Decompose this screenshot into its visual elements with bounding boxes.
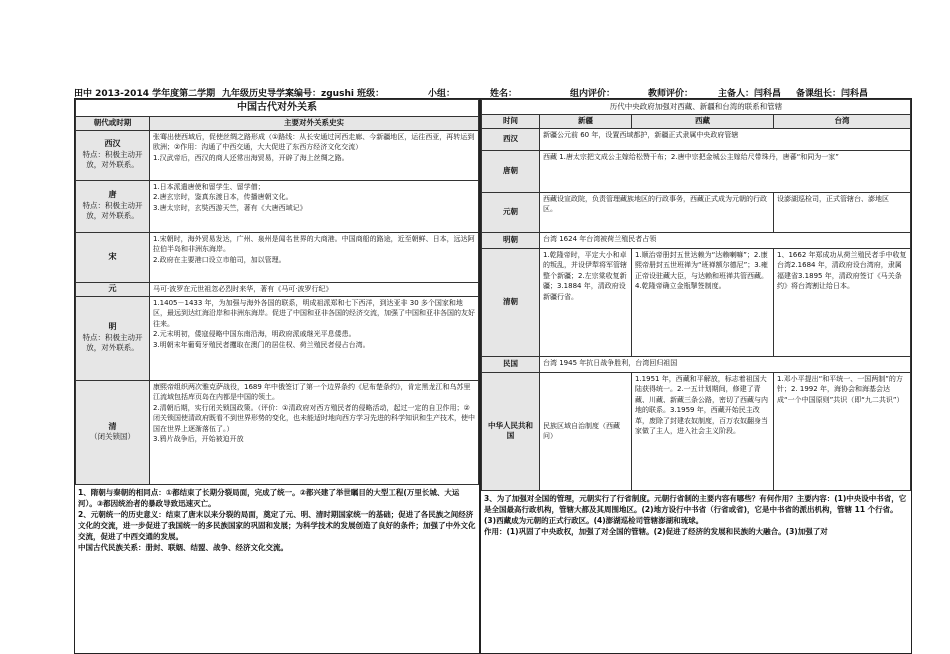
col-facts: 主要对外关系史实 <box>150 117 479 131</box>
facts-cell <box>150 282 479 296</box>
era-traits: 特点：积极主动开放，对外联系。 <box>82 149 143 170</box>
col-taiwan: 台湾 <box>774 115 911 129</box>
fact-line: 康熙帝组织两次雅克萨战役，1689 年中俄签订了第一个边界条约《尼布楚条约》，肯定黑龙江和乌苏里江流域包括库页岛在内都是中国的领土。 <box>153 382 471 401</box>
right-title: 历代中央政府加强对西藏、新疆和台湾的联系和管辖 <box>482 100 911 115</box>
xizang-cell: 西藏设宣政院，负责管理藏族地区的行政事务，西藏正式成为元朝的行政区。 <box>540 192 774 232</box>
era-cell <box>76 232 150 282</box>
fact-line: 3.唐太宗时，玄奘西游天竺，著有《大唐西域记》 <box>153 203 307 212</box>
col-period: 时间 <box>482 115 540 129</box>
period-cell: 元朝 <box>482 192 540 232</box>
fact-line: 2.唐玄宗时，鉴真东渡日本，传播唐朝文化。 <box>153 193 293 201</box>
era-traits: 特点：积极主动开放，对外联系。 <box>82 332 143 353</box>
fact-line: 1.日本派遣唐使和留学生、留学僧； <box>153 182 265 191</box>
era-cell <box>76 282 150 296</box>
note-item: 作用：(1)巩固了中央政权，加强了对全国的管辖。(2)促进了经济的发展和民族的大融合。(3)加强了对 <box>484 526 828 536</box>
fact-line: 张骞出使西域后，促使丝绸之路形成（①路线：从长安通过河西走廊、今新疆地区，运往西亚，再转运到欧洲；②作用：沟通了中西交通，大大促进了东西方经济文化交流） <box>153 132 475 151</box>
foreign-relations-table <box>75 99 479 485</box>
fact-line: 3.明朝末年葡萄牙殖民者攫取在澳门的居住权、荷兰殖民者侵占台湾。 <box>153 340 370 349</box>
fact-line: 2.元末明初，倭寇侵略中国东南沿海，明政府派戚继光平息倭患。 <box>153 330 356 338</box>
right-panel <box>480 98 912 654</box>
facts-cell <box>150 296 479 380</box>
leader-label: 备课组长：闫科昌 <box>796 89 869 99</box>
period-cell: 民国 <box>482 356 540 372</box>
period-cell: 清朝 <box>482 248 540 356</box>
group-eval-label: 组内评价： <box>570 89 616 99</box>
facts-cell <box>150 130 479 180</box>
xizang-cell: 1.顺治帝册封五世达赖为“达赖喇嘛”；2.康熙帝册封五世班禅为“班禅额尔德尼”；3.雍正帝设驻藏大臣，与达赖和班禅共管西藏。4.乾隆帝确立金瓶掣签制度。 <box>632 248 774 356</box>
period-cell: 明朝 <box>482 232 540 248</box>
era-cell <box>76 296 150 380</box>
era-name: 西汉 <box>104 139 121 149</box>
col-xizang: 西藏 <box>632 115 774 129</box>
xizang-cell: 1.1951 年，西藏和平解放，标志着祖国大陆获得统一。2.一五计划期间，修建了青藏、川藏、新藏三条公路，密切了西藏与内地的联系。3.1959 年，西藏开始民主改革，废除了封建农奴制度，百万农奴翻身当家做了主人，进入社会主义阶段。 <box>632 372 774 490</box>
era-name: 唐 <box>108 190 117 200</box>
facts-cell <box>150 232 479 282</box>
merged-cell: 西藏 1.唐太宗把文成公主嫁给松赞干布；2.唐中宗把金城公主嫁给尺带珠丹，唐蕃“和同为一家” <box>540 150 911 192</box>
note-item: 中国古代民族关系：册封、联姻、结盟、战争、经济文化交流。 <box>78 542 288 552</box>
xinjiang-cell: 1.乾隆帝时，平定大小和卓的叛乱，并设伊犁将军管辖整个新疆；2.左宗棠收复新疆；3.1884 年，清政府设新疆行省。 <box>540 248 632 356</box>
era-cell <box>76 380 150 484</box>
era-name: 明 <box>108 322 117 332</box>
col-xinjiang: 新疆 <box>540 115 632 129</box>
note-item: 3、为了加强对全国的管理，元朝实行了行省制度。元朝行省制的主要内容有哪些？有何作用？主要内容：(1)中央设中书省，它是全国最高行政机构，管辖大都及其周围地区。(2)地方设行中书省（行省或省)，它是中书省的派出机构，管辖 11 个行省。(3)西藏成为元朝的正式行政区。(4)澎湖巡检司管辖澎湖和琉球。 <box>484 493 907 525</box>
left-title: 中国古代对外关系 <box>76 100 479 117</box>
fact-line: 2.政府在主要港口设立市舶司，加以管理。 <box>153 255 286 264</box>
era-traits: （闭关锁国） <box>90 432 135 441</box>
fact-line: 马可·波罗在元世祖忽必烈时来华，著有《马可·波罗行纪》 <box>153 284 333 293</box>
era-name: 宋 <box>108 251 117 261</box>
period-cell: 西汉 <box>482 128 540 150</box>
col-era: 朝代或时期 <box>76 117 150 131</box>
taiwan-cell: 1、1662 年郑成功从荷兰殖民者手中收复台湾2.1684 年，清政府设台湾府，隶属福建省3.1895 年，清政府签订《马关条约》将台湾割让给日本。 <box>774 248 911 356</box>
preparer-label: 主备人：闫科昌 <box>718 89 782 99</box>
merged-cell: 台湾 1945 年抗日战争胜利，台湾回归祖国 <box>540 356 911 372</box>
era-cell <box>76 130 150 180</box>
era-cell <box>76 180 150 232</box>
teacher-eval-label: 教师评价： <box>648 89 694 99</box>
grade-code: 九年级历史导学案编号：zgushi 班级： <box>222 89 385 99</box>
taiwan-cell: 设澎湖巡检司，正式管辖台、澎地区 <box>774 192 911 232</box>
fact-line: 1.汉武帝后，西汉的商人还常出海贸易，开辟了海上丝绸之路。 <box>153 153 349 162</box>
regions-table <box>481 99 911 491</box>
fact-line: 1.1405－1433 年，为加强与海外各国的联系，明成祖派郑和七下西洋，到达亚非 30 多个国家和地区，最远到达红海沿岸和非洲东海岸。促进了中国和亚非各国的经济交流，加强了中国和亚非各国的友好往来。 <box>153 298 475 328</box>
fact-line: 3.鸦片战争后，开始被迫开放 <box>153 435 244 443</box>
name-label: 姓名： <box>490 89 518 99</box>
fact-line: 1.宋朝时，海外贸易发达，广州、泉州是闻名世界的大商港。中国商船的路途，近至朝鲜、日本，远达阿拉伯半岛和非洲东海岸。 <box>153 234 475 253</box>
period-cell: 中华人民共和国 <box>482 372 540 490</box>
school-term: 田中 2013-2014 学年度第二学期 <box>74 89 216 99</box>
note-item: 2、元朝统一的历史意义：结束了唐末以来分裂的局面，奠定了元、明、清时期国家统一的基础；促进了各民族之间经济文化的交流，进一步促进了我国统一的多民族国家的巩固和发展；为科学技术的发展创造了良好的条件；加强了中外文化交流，促进了中西交通的发展。 <box>78 509 476 541</box>
left-panel <box>74 98 480 654</box>
era-name: 清 <box>108 421 117 431</box>
era-name: 元 <box>108 283 117 293</box>
fact-line: 2.清朝后期，实行闭关锁国政策。（评价：①清政府对西方殖民者的侵略活动，起过一定的自卫作用；②闭关锁国使清政府既看不到世界形势的变化，也未能适时地向西方学习先进的科学知识和生产技术，使中国在世界上逐渐落伍了。） <box>153 403 475 433</box>
note-item: 1、隋朝与秦朝的相同点：①都结束了长期分裂局面，完成了统一。②都兴建了举世瞩目的大型工程(万里长城、大运河）。③都因统治者的暴政导致迅速灭亡。 <box>78 487 460 508</box>
facts-cell <box>150 180 479 232</box>
era-traits: 特点：积极主动开放，对外联系。 <box>82 200 143 221</box>
merged-cell: 新疆公元前 60 年，设置西域都护，新疆正式隶属中央政府管辖 <box>540 128 911 150</box>
xinjiang-cell: 民族区域自治制度（西藏问） <box>540 372 632 490</box>
period-cell: 唐朝 <box>482 150 540 192</box>
group-label: 小组： <box>428 89 456 99</box>
left-notes <box>75 485 479 555</box>
facts-cell <box>150 380 479 484</box>
merged-cell: 台湾 1624 年台湾被荷兰殖民者占领 <box>540 232 911 248</box>
taiwan-cell: 1.邓小平提出“和平统一、一国两制”的方针；2. 1992 年，海协会和海基会达成“一个中国原则”共识（即“九二共识”） <box>774 372 911 490</box>
right-notes <box>481 491 911 539</box>
